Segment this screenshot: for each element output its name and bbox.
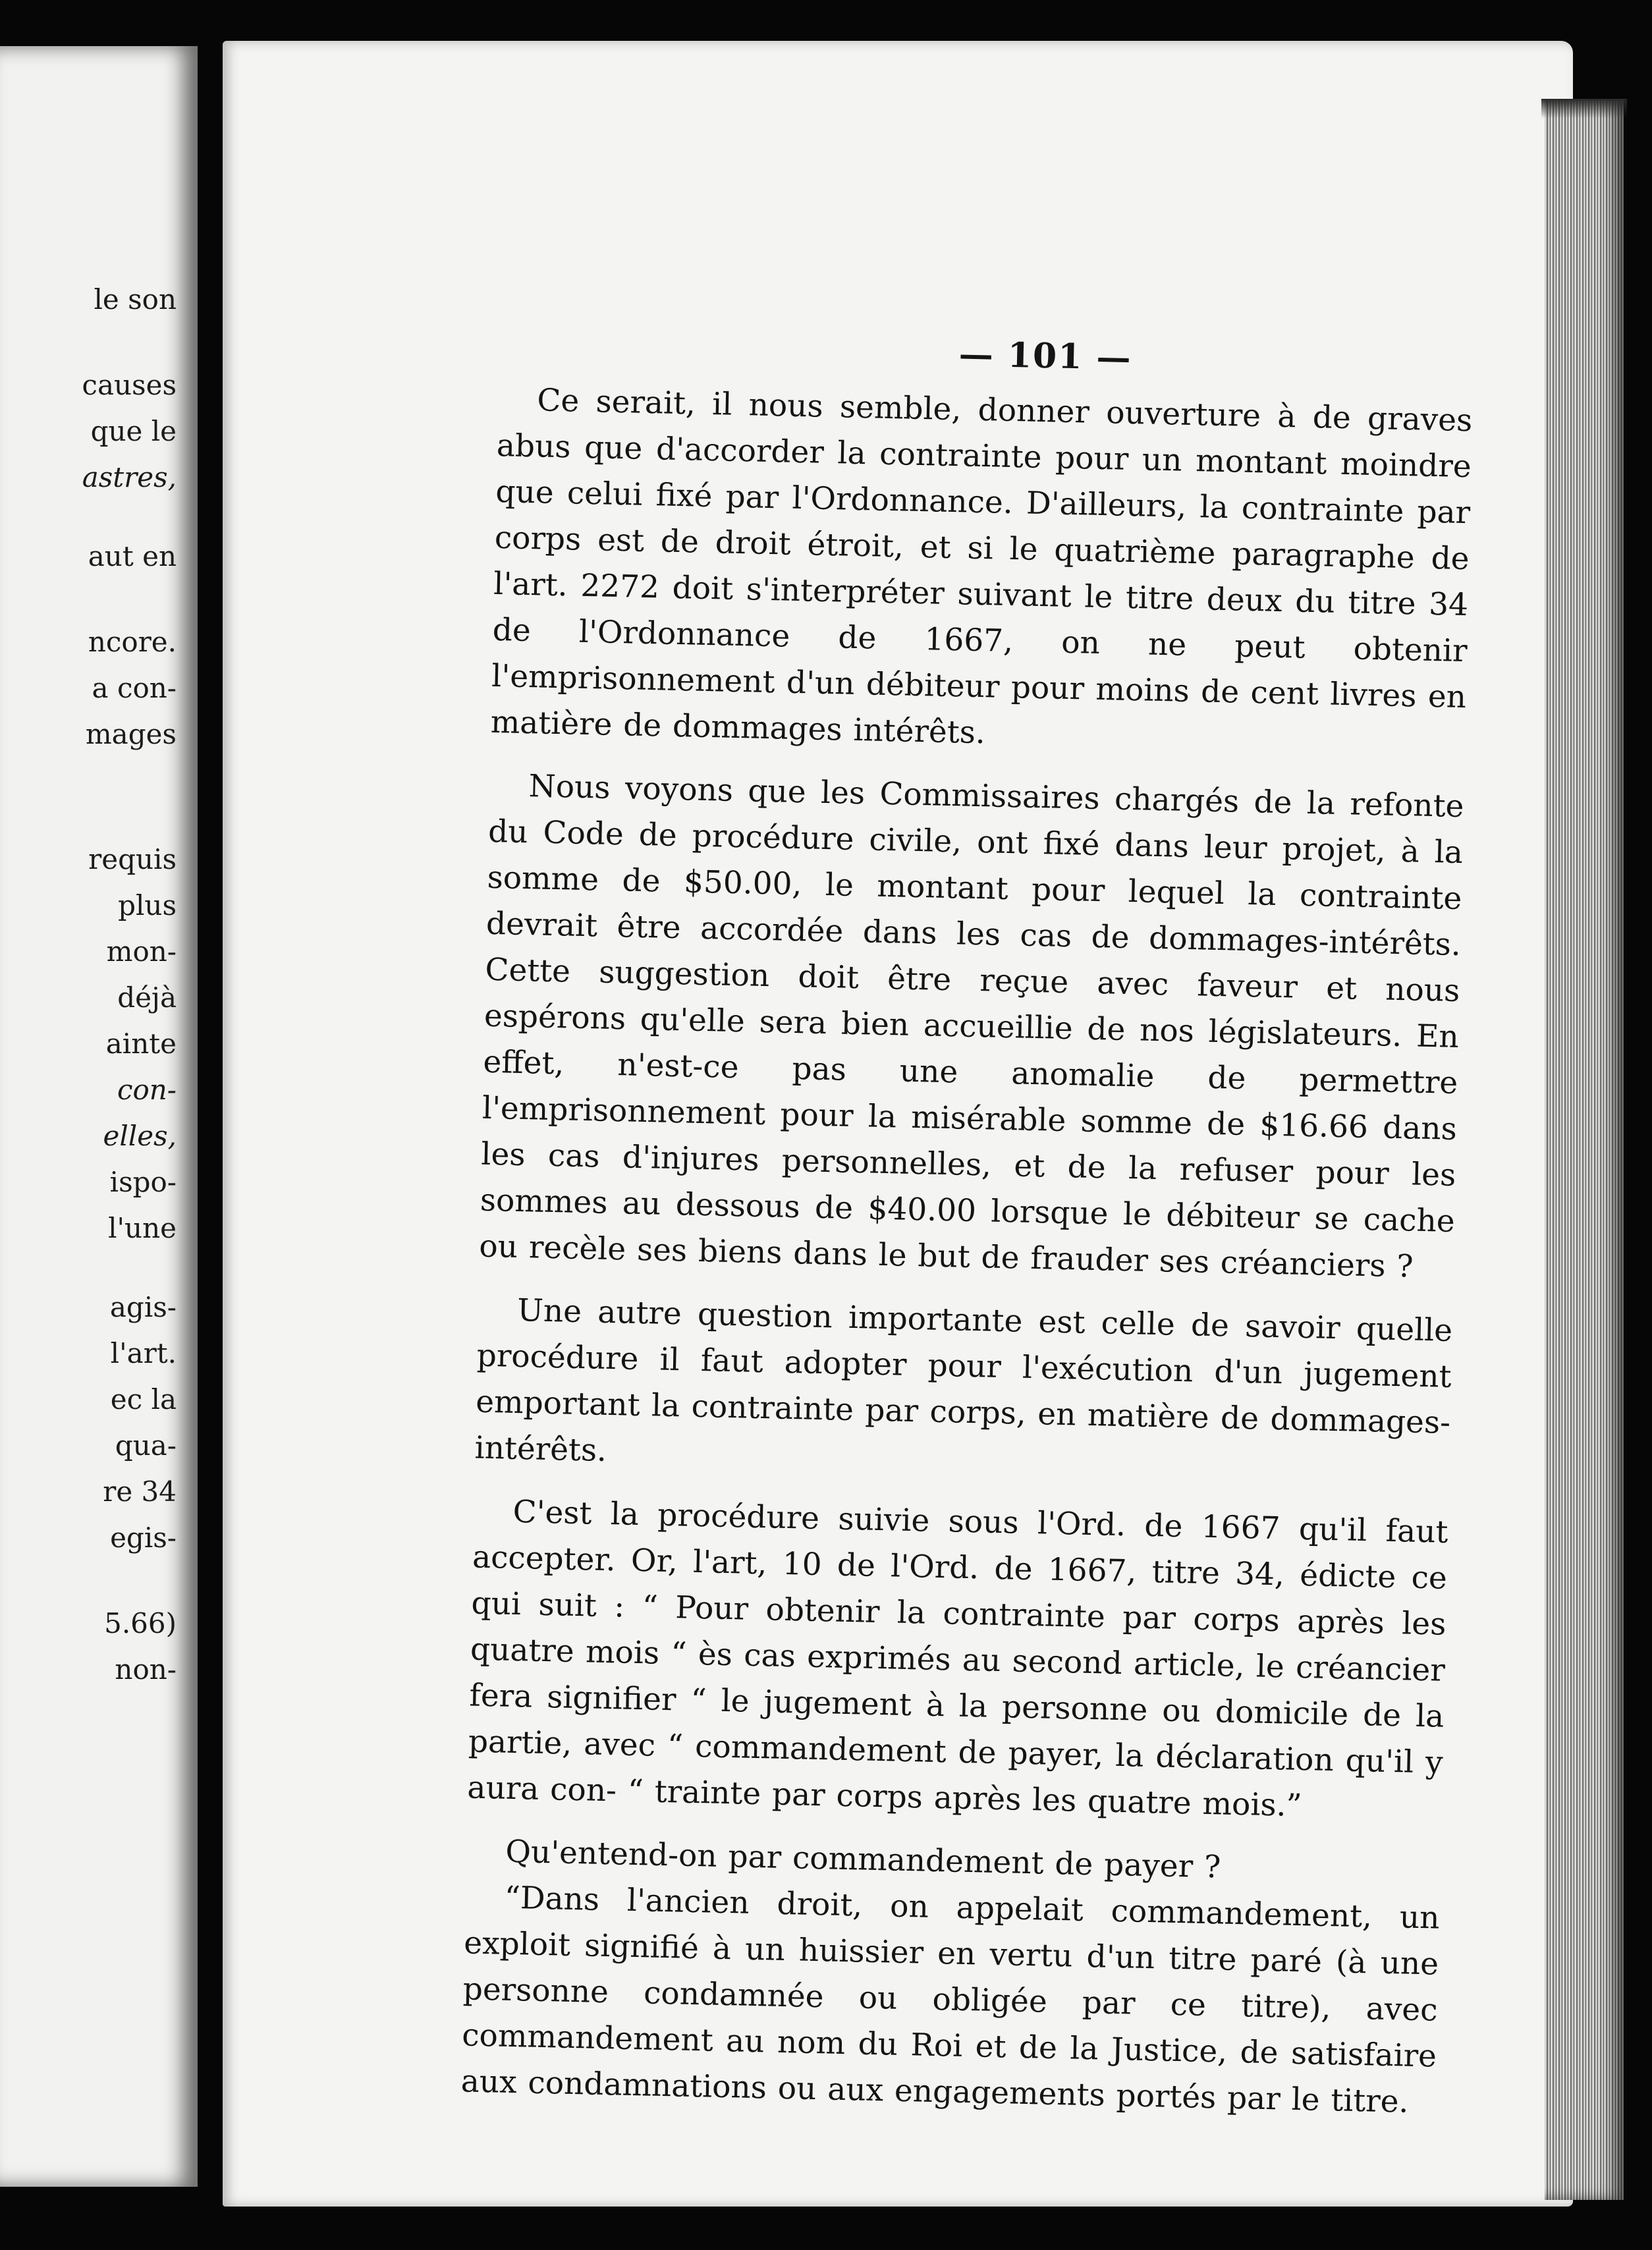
paragraph-1: Ce serait, il nous semble, donner ouverture à de graves abus que d'accorder la contrainte pour un montant moindre que celui fixé par l'Ordonnance. D'ailleurs, la contrainte par corps est de droit étroit, et si le quatrième paragraphe de l'art. 2272 doit s'interpréter suivant le titre deux du titre 34 de l'Ordonnance de 1667, on ne peut obtenir l'emprisonnement d'un débiteur pour moins de cent livres en matière de dommages intérêts. [490, 382, 1473, 752]
page-number: — 101 — [958, 334, 1133, 378]
left-page-line: re 34 [103, 1475, 177, 1508]
left-page-line: ncore. [88, 626, 177, 658]
left-page-line: plus [118, 889, 177, 921]
page-body [460, 377, 1472, 2143]
left-page-line: 5.66) [104, 1607, 177, 1639]
paragraph-4: C'est la procédure suivie sous l'Ord. de 1667 qu'il faut accepter. Or, l'art, 10 de l'Ord. de 1667, titre 34, édicte ce qui suit : “ Pour obtenir la contrainte par corps après les quatre mois “ ès cas exprimés au second article, le créancier fera signifier “ le jugement à la personne ou domicile de la partie, avec “ commandement de payer, la déclaration qu'il y aura con- “ trainte par corps après les quatre mois.” [466, 1493, 1448, 1825]
left-page-line: causes [82, 369, 177, 401]
page-text-block [460, 324, 1474, 2120]
left-page-line: que le [90, 415, 177, 447]
left-page-line: mages [85, 718, 177, 750]
page-stack-edges [1545, 99, 1624, 2200]
left-page-line: ec la [110, 1383, 177, 1415]
left-page-line: qua- [115, 1429, 177, 1462]
left-page-line: ainte [105, 1028, 177, 1060]
left-page-line: astres, [82, 461, 177, 493]
page-stack-shadow [1541, 99, 1627, 119]
left-page-line: elles, [103, 1120, 177, 1152]
paragraph-3: Une autre question importante est celle de savoir quelle procédure il faut adopter pour l'exécution d'un jugement emportant la contrainte par corps, en matière de dommages-intérêts. [474, 1292, 1453, 1469]
left-page-line: mon- [106, 935, 177, 968]
left-page-line: le son [94, 283, 177, 316]
left-page-line: egis- [110, 1522, 177, 1554]
left-page-line: non- [115, 1653, 177, 1686]
paragraph-2: Nous voyons que les Commissaires chargés de la refonte du Code de procédure civile, ont fixé dans leur projet, à la somme de $50.00, le montant pour lequel la contrainte devrait être accordée dans les cas de dommages-intérêts. Cette suggestion doit être reçue avec faveur et nous espérons qu'elle sera bien accueillie de nos législateurs. En effet, n'est-ce pas une anomalie de permettre l'emprisonnement pour la misérable somme de $16.66 dans les cas d'injures personnelles, et de la refuser pour les sommes au dessous de $40.00 lorsque le débiteur se cache ou recèle ses biens dans le but de frauder ses créanciers ? [478, 768, 1464, 1285]
left-page-line: agis- [109, 1291, 177, 1323]
left-page-line: aut en [88, 540, 177, 572]
left-page-line: déjà [117, 981, 177, 1014]
previous-page-edge [0, 46, 198, 2187]
paragraph-5: Qu'entend-on par commandement de payer ? [505, 1833, 1221, 1886]
paragraph-6: “Dans l'ancien droit, on appelait commandement, un exploit signifié à un huissier en vertu d'un titre paré (à une personne condamnée ou obligée par ce titre), avec commandement au nom du Roi et de la Justice, de satisfaire aux condamnations ou aux engagements portés par le titre. [460, 1879, 1441, 2120]
left-page-line: a con- [92, 672, 177, 704]
left-page-line: con- [117, 1074, 177, 1106]
left-page-line: requis [88, 843, 177, 875]
book-page [223, 41, 1573, 2207]
left-page-line: l'une [108, 1212, 177, 1244]
left-page-line: l'art. [110, 1337, 177, 1369]
left-page-line: ispo- [109, 1166, 177, 1198]
